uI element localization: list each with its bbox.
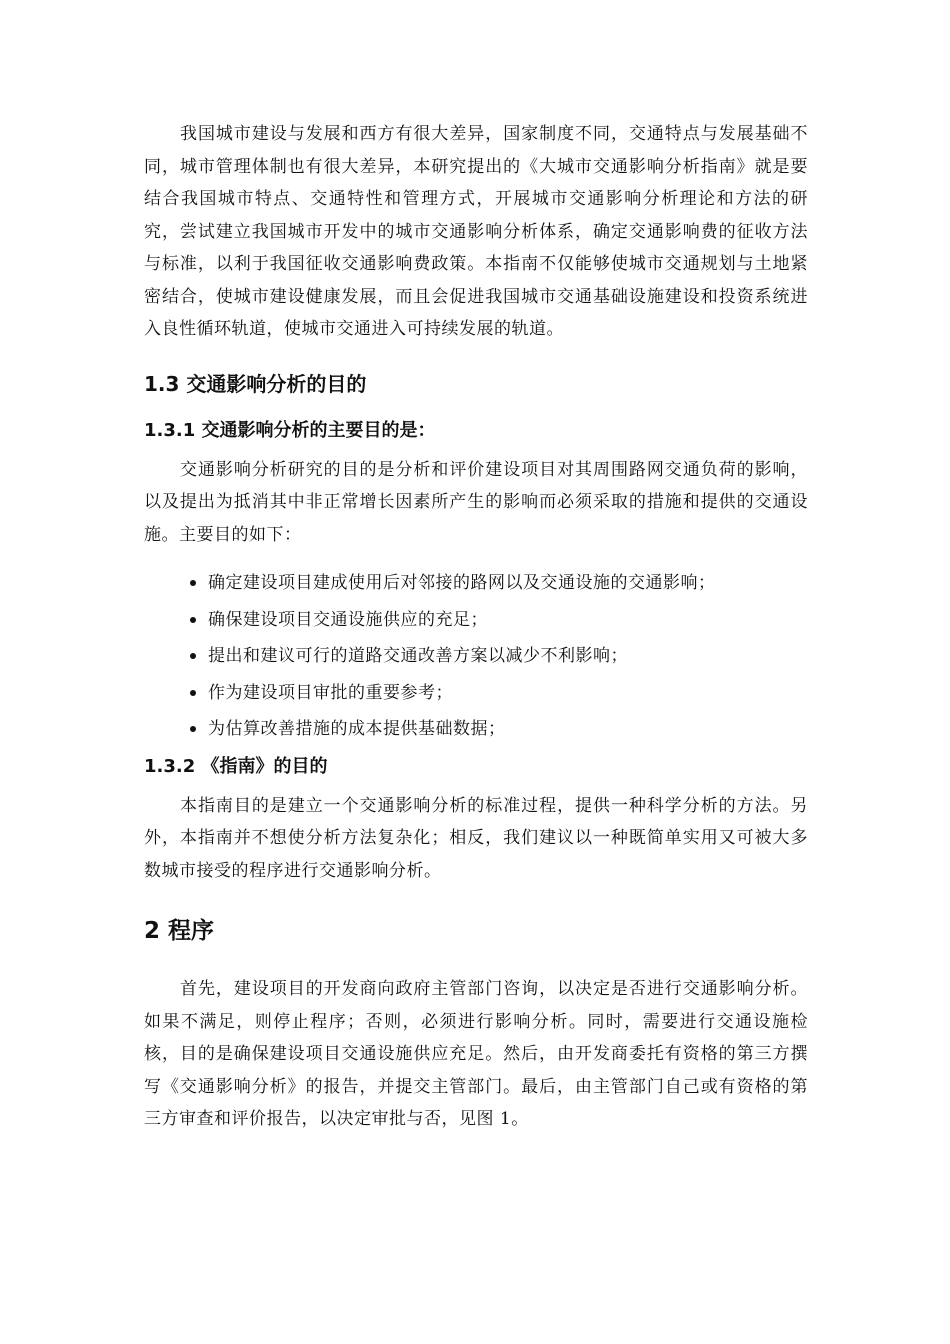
bullet-icon [190, 580, 196, 586]
section-1-3-1-paragraph: 交通影响分析研究的目的是分析和评价建设项目对其周围路网交通负荷的影响，以及提出为抵消其中非正常增长因素所产生的影响而必须采取的措施和提供的交通设施。主要目的如下： [144, 459, 808, 545]
list-item [144, 675, 808, 712]
section-1-3-1-heading: 1.3.1 交通影响分析的主要目的是： [144, 419, 436, 441]
list-item-text: 确定建设项目建成使用后对邻接的路网以及交通设施的交通影响； [208, 573, 716, 593]
list-item [144, 711, 808, 748]
section-2-paragraph: 首先，建设项目的开发商向政府主管部门咨询，以决定是否进行交通影响分析。如果不满足，则停止程序；否则，必须进行影响分析。同时，需要进行交通设施检核，目的是确保建设项目交通设施供应充足。然后，由开发商委托有资格的第三方撰写《交通影响分析》的报告，并提交主管部门。最后，由主管部门自己或有资格的第三方审查和评价报告，以决定审批与否，见图 1。 [144, 979, 808, 1129]
section-2-heading: 2 程序 [144, 918, 215, 944]
section-1-3-2-heading: 1.3.2 《指南》的目的 [144, 755, 328, 777]
purpose-list [144, 565, 808, 748]
list-item [144, 638, 808, 675]
section-1-3-2-paragraph: 本指南目的是建立一个交通影响分析的标准过程，提供一种科学分析的方法。另外，本指南并不想使分析方法复杂化；相反，我们建议以一种既简单实用又可被大多数城市接受的程序进行交通影响分析。 [144, 795, 808, 881]
bullet-icon [190, 653, 196, 659]
section-1-3-heading: 1.3 交通影响分析的目的 [144, 371, 367, 396]
list-item-text: 为估算改善措施的成本提供基础数据； [208, 719, 506, 739]
bullet-icon [190, 617, 196, 623]
document-page [144, 118, 808, 1136]
list-item-text: 作为建设项目审批的重要参考； [208, 682, 453, 703]
bullet-icon [190, 690, 196, 696]
list-item [144, 565, 808, 602]
bullet-icon [190, 726, 196, 732]
intro-paragraph: 我国城市建设与发展和西方有很大差异，国家制度不同，交通特点与发展基础不同，城市管理体制也有很大差异，本研究提出的《大城市交通影响分析指南》就是要结合我国城市特点、交通特性和管理方式，开展城市交通影响分析理论和方法的研究，尝试建立我国城市开发中的城市交通影响分析体系，确定交通影响费的征收方法与标准，以利于我国征收交通影响费政策。本指南不仅能够使城市交通规划与土地紧密结合，使城市建设健康发展，而且会促进我国城市交通基础设施建设和投资系统进入良性循环轨道，使城市交通进入可持续发展的轨道。 [144, 124, 808, 339]
list-item-text: 确保建设项目交通设施供应的充足； [208, 609, 488, 630]
list-item [144, 602, 808, 639]
list-item-text: 提出和建议可行的道路交通改善方案以减少不利影响； [208, 646, 628, 666]
